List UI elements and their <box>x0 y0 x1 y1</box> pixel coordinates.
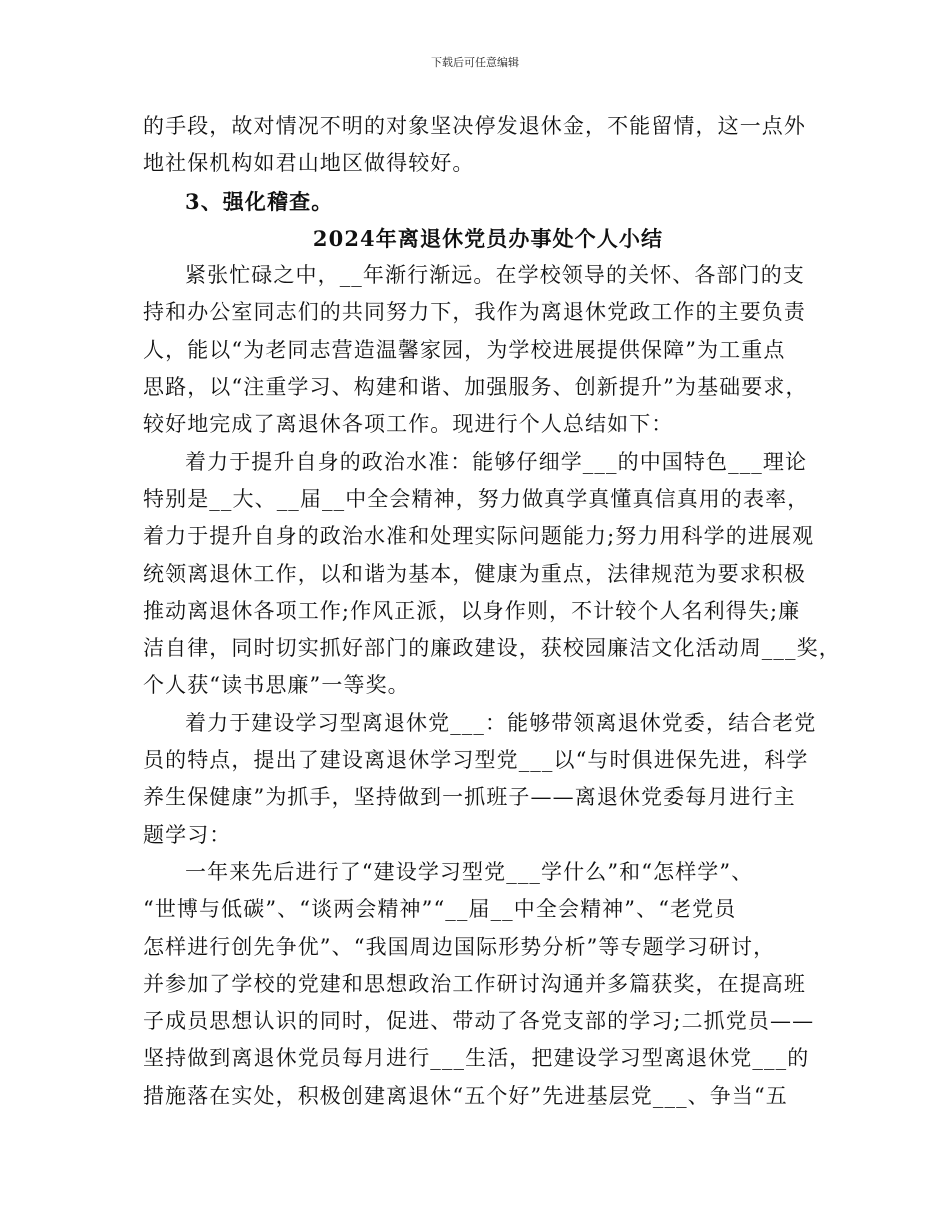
body-line: 持和办公室同志们的共同努力下，我作为离退休党政工作的主要负责 <box>143 300 806 325</box>
body-line: 洁自律，同时切实抓好部门的廉政建设，获校园廉洁文化活动周___奖， <box>143 636 841 661</box>
body-line: 较好地完成了离退休各项工作。现进行个人总结如下： <box>143 412 674 437</box>
body-line: 的手段，故对情况不明的对象坚决停发退休金，不能留情，这一点外 <box>143 114 806 138</box>
body-line: 着力于提升自身的政治水准和处理实际问题能力;努力用科学的进展观 <box>143 524 815 549</box>
document-title: 2024年离退休党员办事处个人小结 <box>312 225 664 251</box>
paragraph-first-line: 一年来先后进行了“建设学习型党___学什么”和“怎样学”、 <box>185 859 754 884</box>
body-line: 特别是__大、__届__中全会精神，努力做真学真懂真信真用的表率， <box>143 486 810 511</box>
body-line: 并参加了学校的党建和思想政治工作研讨沟通并多篇获奖，在提高班 <box>143 971 806 996</box>
body-line: “世博与低碳”、“谈两会精神”“__届__中全会精神”、“老党员 <box>143 897 737 922</box>
body-line: 地社保机构如君山地区做得较好。 <box>143 151 475 176</box>
body-line: 推动离退休各项工作;作风正派，以身作则，不计较个人名利得失;廉 <box>143 598 801 623</box>
body-line: 统领离退休工作，以和谐为基本，健康为重点，法律规范为要求积极 <box>143 561 806 586</box>
paragraph-first-line: 着力于提升自身的政治水准：能够仔细学___的中国特色___理论 <box>185 449 808 474</box>
section-heading: 3、强化稽查。 <box>185 188 334 214</box>
body-line: 思路，以“注重学习、构建和谐、加强服务、创新提升”为基础要求， <box>143 375 808 400</box>
paragraph-first-line: 着力于建设学习型离退休党___：能够带领离退休党委，结合老党 <box>185 710 817 735</box>
body-line: 养生保健康”为抓手，坚持做到一抓班子——离退休党委每月进行主 <box>143 785 796 810</box>
body-line: 怎样进行创先争优”、“我国周边国际形势分析”等专题学习研讨， <box>143 934 776 959</box>
body-line: 措施落在实处，积极创建离退休“五个好”先进基层党___、争当“五 <box>143 1083 788 1108</box>
body-line: 题学习： <box>143 822 232 847</box>
document-body <box>143 108 841 1115</box>
body-line: 子成员思想认识的同时，促进、带动了各党支部的学习;二抓党员—— <box>143 1009 815 1034</box>
page-header: 下载后可任意编辑 <box>431 56 519 69</box>
body-line: 人，能以“为老同志营造温馨家园，为学校进展提供保障”为工重点 <box>143 337 786 362</box>
paragraph-first-line: 紧张忙碌之中，__年渐行渐远。在学校领导的关怀、各部门的支 <box>185 263 805 288</box>
body-line: 坚持做到离退休党员每月进行___生活，把建设学习型离退休党___的 <box>143 1046 810 1071</box>
body-line: 个人获“读书思廉”一等奖。 <box>143 673 410 698</box>
body-line: 员的特点，提出了建设离退休学习型党___以“与时俱进保先进，科学 <box>143 748 809 773</box>
